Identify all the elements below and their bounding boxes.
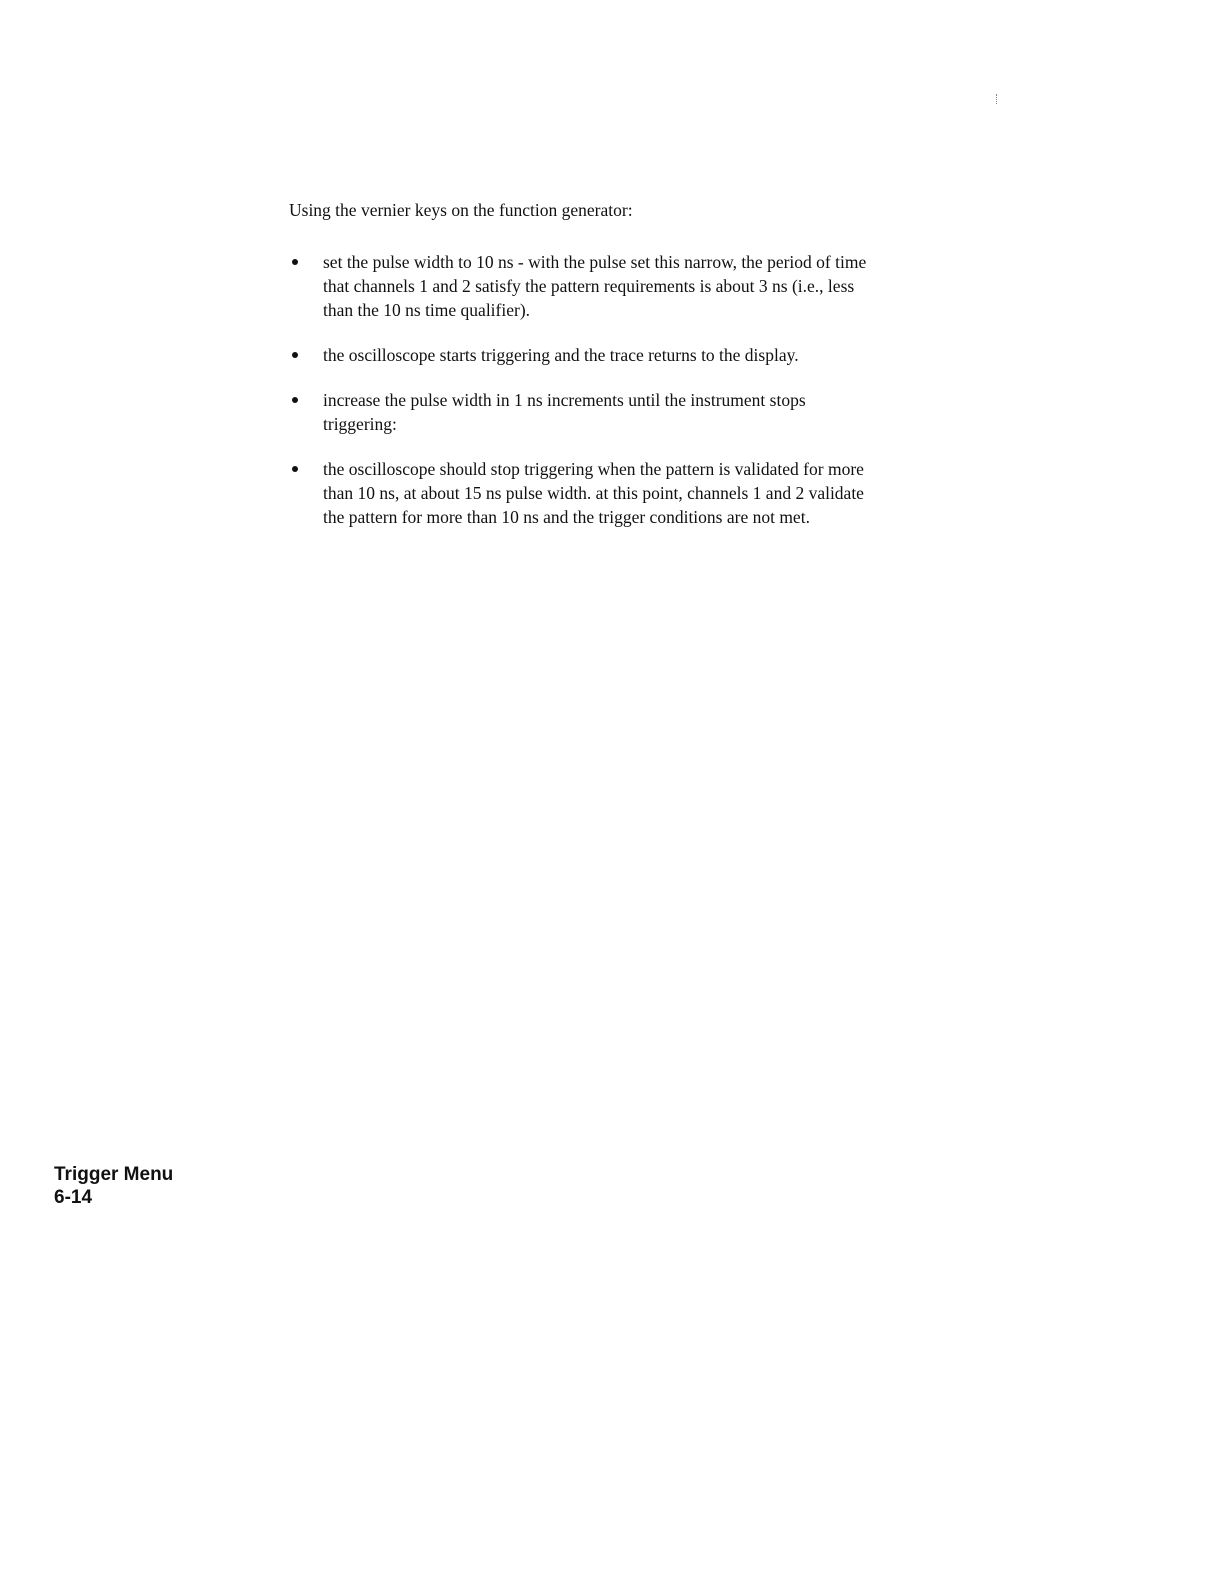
list-item	[289, 343, 883, 367]
list-item	[289, 457, 883, 529]
bullet-icon	[292, 259, 298, 265]
list-item-text: the oscilloscope starts triggering and the trace returns to the display.	[323, 345, 799, 365]
footer-section-title: Trigger Menu	[54, 1164, 174, 1185]
list-item-text: set the pulse width to 10 ns - with the pulse set this narrow, the period of time that channels 1 and 2 satisfy the pattern requirements is about 3 ns (i.e., less than the 10 ns time qualifier).	[323, 252, 867, 320]
page-footer	[54, 1163, 173, 1209]
list-item	[289, 250, 883, 322]
footer-page-number: 6-14	[54, 1187, 93, 1208]
bullet-icon	[292, 397, 298, 403]
list-item-text: increase the pulse width in 1 ns increments until the instrument stops triggering:	[323, 390, 806, 434]
intro-paragraph: Using the vernier keys on the function generator:	[289, 200, 633, 220]
list-item-text: the oscilloscope should stop triggering when the pattern is validated for more than 10 ns, at about 15 ns pulse width. at this point, channels 1 and 2 validate the pattern for more than 10 ns and the trigger conditions are not met.	[323, 459, 864, 527]
instruction-list	[289, 250, 909, 550]
bullet-icon	[292, 466, 298, 472]
scan-speck	[996, 94, 999, 104]
list-item	[289, 388, 883, 436]
bullet-icon	[292, 352, 298, 358]
